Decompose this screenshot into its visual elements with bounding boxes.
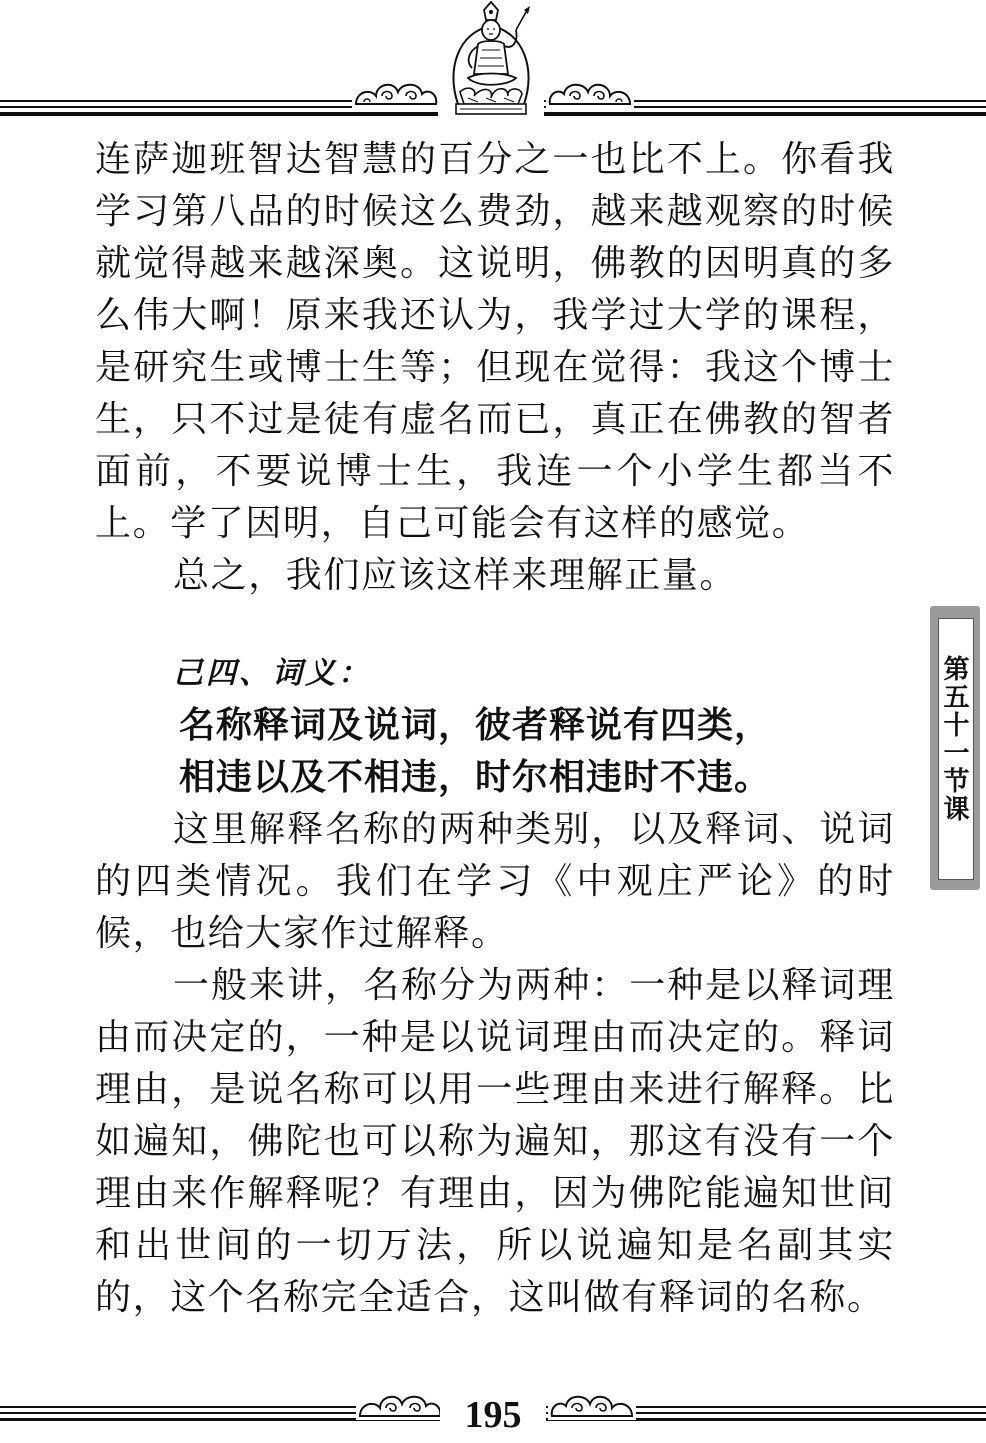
page-content: [95, 134, 895, 1324]
body-paragraph: 总之，我们应该这样来理解正量。: [173, 555, 738, 596]
chapter-side-tab-label: 第五十一节课: [939, 655, 969, 823]
section-spacer: [95, 602, 895, 648]
chapter-side-tab: [930, 606, 980, 890]
body-paragraph: 一般来讲，名称分为两种：一种是以释词理由而决定的，一种是以说词理由而决定的。释词理由，是说名称可以用一些理由来进行解释。比如遍知，佛陀也可以称为遍知，那这有没有一个理由来作解释呢？有理由，因为佛陀能遍知世间和出世间的一切万法，所以说遍知是名副其实的，这个名称完全适合，这叫做有释词的名称。: [95, 965, 895, 1318]
cloud-scroll-icon: [548, 1386, 636, 1420]
cloud-scroll-icon: [546, 74, 634, 108]
deity-figure-icon: [438, 0, 544, 120]
page-number: 195: [464, 1394, 522, 1436]
page-header: [0, 0, 986, 125]
body-paragraph: 这里解释名称的两种类别，以及释词、说词的四类情况。我们在学习《中观庄严论》的时候，也给大家作过解释。: [95, 809, 895, 954]
page-footer: [0, 1380, 986, 1443]
chapter-side-tab-frame: [938, 618, 974, 880]
body-paragraph: 连萨迦班智达智慧的百分之一也比不上。你看我学习第八品的时候这么费劲，越来越观察的时候就觉得越来越深奥。这说明，佛教的因明真的多么伟大啊！原来我还认为，我学过大学的课程，是研究生或博士生等；但现在觉得：我这个博士生，只不过是徒有虚名而已，真正在佛教的智者面前，不要说博士生，我连一个小学生都当不上。学了因明，自己可能会有这样的感觉。: [95, 139, 895, 544]
cloud-scroll-icon: [356, 1386, 444, 1420]
page-number-box: [440, 1392, 546, 1438]
cloud-scroll-icon: [352, 74, 440, 108]
section-heading: 己四、词义：: [173, 656, 371, 691]
verse-line: 名称释词及说词，彼者释说有四类，: [179, 705, 772, 746]
verse-line: 相违以及不相违，时尔相违时不违。: [179, 757, 772, 798]
